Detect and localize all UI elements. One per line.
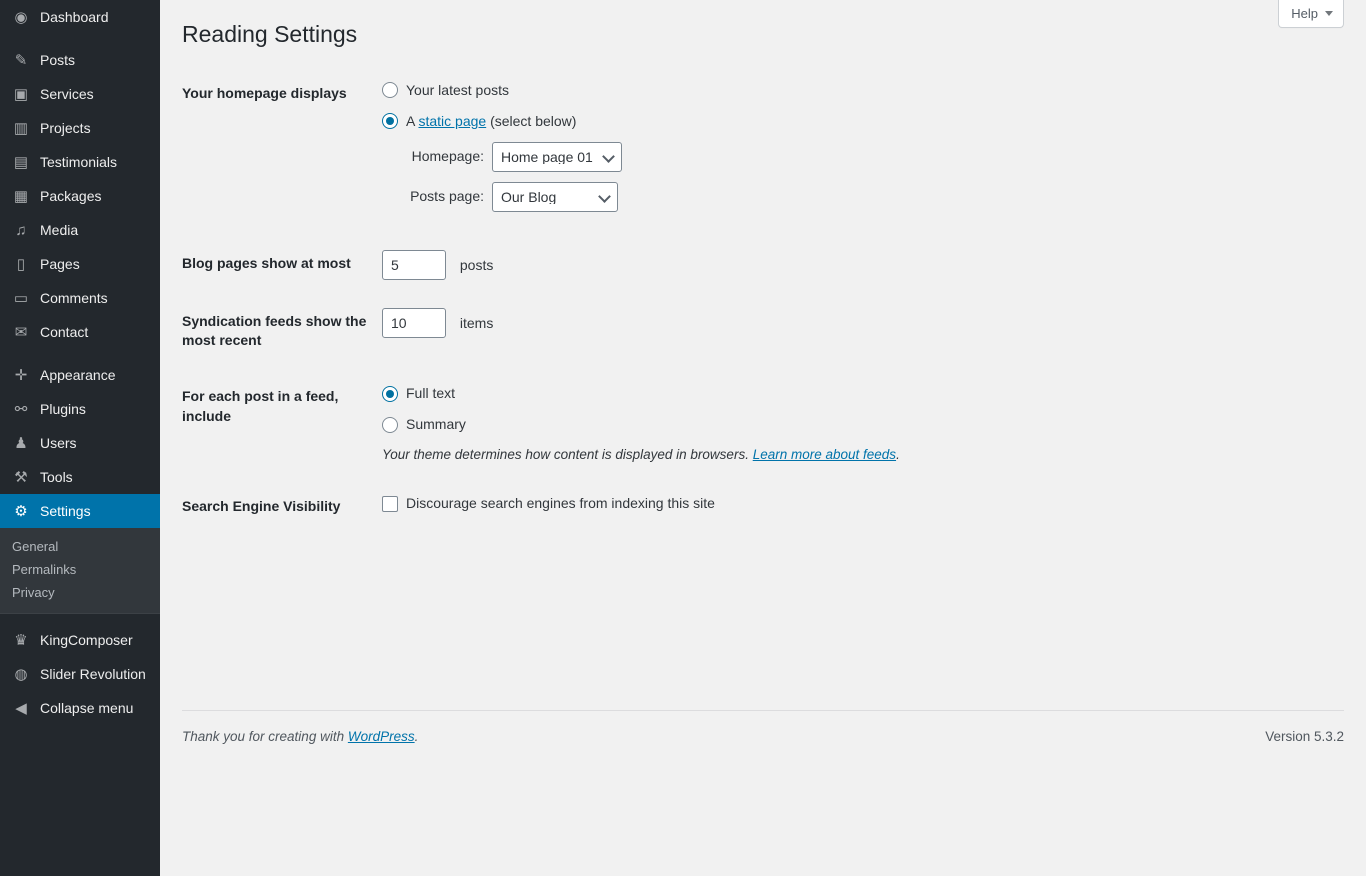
sidebar-collapse-label: Collapse menu xyxy=(40,700,134,716)
static-pre-text: A xyxy=(406,112,419,129)
syndication-unit: items xyxy=(459,314,494,331)
settings-submenu xyxy=(0,528,160,613)
page-icon: ▯ xyxy=(16,255,26,273)
sidebar-item-label: Settings xyxy=(40,503,91,519)
dashboard-icon: ◉ xyxy=(14,8,28,26)
page-title: Reading Settings xyxy=(182,21,358,47)
learn-more-feeds-link[interactable]: Learn more about feeds xyxy=(752,447,897,463)
king-icon: ♛ xyxy=(14,631,28,649)
discourage-search-checkbox[interactable] xyxy=(382,496,398,512)
footer-thanks xyxy=(182,729,418,744)
sidebar-divider xyxy=(0,349,160,358)
sidebar-item-packages[interactable] xyxy=(0,179,160,213)
option-full-text[interactable] xyxy=(382,383,900,404)
sidebar-item-plugins[interactable] xyxy=(0,392,160,426)
help-button[interactable] xyxy=(1278,0,1344,28)
comment-icon: ▭ xyxy=(13,289,29,307)
quote-icon: ▤ xyxy=(13,153,29,171)
sidebar-group-primary xyxy=(0,0,160,349)
user-icon: ♟ xyxy=(14,434,28,452)
box-icon: ▦ xyxy=(13,187,29,205)
label-syndication-feeds: Syndication feeds show the most recent xyxy=(182,312,367,349)
sidebar-spacer xyxy=(0,614,160,623)
sidebar-item-tools[interactable] xyxy=(0,460,160,494)
building-icon: ▥ xyxy=(13,119,29,137)
option-static-page[interactable] xyxy=(382,111,900,132)
radio-static-page[interactable] xyxy=(382,113,398,129)
media-icon: ♫ xyxy=(15,221,27,239)
radio-full-text[interactable] xyxy=(382,386,398,402)
label-latest-posts: Your latest posts xyxy=(406,81,509,98)
posts-page-caption: Posts page: xyxy=(410,188,484,205)
option-summary[interactable] xyxy=(382,414,900,435)
submenu-item-general[interactable]: General xyxy=(12,539,59,554)
collapse-icon: ◀ xyxy=(15,699,27,717)
main-content xyxy=(160,0,1366,876)
static-post-text: (select below) xyxy=(486,112,577,129)
sidebar-item-label: Dashboard xyxy=(40,9,109,25)
sidebar-item-label: Users xyxy=(40,435,77,451)
row-feed-include xyxy=(182,369,910,479)
desc-pre-text: Your theme determines how content is displayed in browsers. xyxy=(382,447,753,463)
sidebar-item-comments[interactable] xyxy=(0,281,160,315)
footer-version: Version 5.3.2 xyxy=(1265,729,1344,744)
blog-pages-unit: posts xyxy=(459,256,494,273)
briefcase-icon: ▣ xyxy=(13,85,29,103)
blog-pages-input[interactable] xyxy=(382,250,446,280)
footer-thanks-pre: Thank you for creating with xyxy=(182,729,348,744)
label-full-text: Full text xyxy=(406,385,456,402)
sidebar-item-label: Projects xyxy=(40,120,91,136)
row-search-visibility xyxy=(182,479,910,538)
sidebar-collapse-button[interactable] xyxy=(0,691,160,725)
sidebar-item-kingcomposer[interactable] xyxy=(0,623,160,657)
sidebar-item-posts[interactable] xyxy=(0,43,160,77)
posts-page-select-row xyxy=(392,182,900,212)
homepage-select-row xyxy=(392,142,900,172)
radio-latest-posts[interactable] xyxy=(382,82,398,98)
desc-post-text: . xyxy=(896,447,900,463)
sidebar-item-label: Appearance xyxy=(40,367,116,383)
sidebar-divider xyxy=(0,34,160,43)
sidebar-item-label: Tools xyxy=(40,469,73,485)
syndication-input[interactable] xyxy=(382,308,446,338)
static-page-link[interactable]: static page xyxy=(418,112,487,129)
radio-summary[interactable] xyxy=(382,417,398,433)
label-discourage-search: Discourage search engines from indexing this site xyxy=(406,495,715,512)
sidebar-item-pages[interactable] xyxy=(0,247,160,281)
sidebar-item-services[interactable] xyxy=(0,77,160,111)
sidebar-item-appearance[interactable] xyxy=(0,358,160,392)
static-page-selects xyxy=(392,142,900,212)
label-homepage-displays: Your homepage displays xyxy=(182,84,347,101)
label-feed-include: For each post in a feed, include xyxy=(182,388,339,424)
slider-icon: ◍ xyxy=(14,665,28,683)
sidebar-item-users[interactable] xyxy=(0,426,160,460)
sidebar-item-label: Pages xyxy=(40,256,80,272)
sidebar-item-label: Slider Revolution xyxy=(40,666,146,682)
sidebar-item-label: Posts xyxy=(40,52,76,68)
help-tab-wrap xyxy=(1278,0,1344,28)
brush-icon: ✛ xyxy=(14,366,28,384)
posts-page-select[interactable] xyxy=(492,182,618,212)
sidebar-item-settings[interactable] xyxy=(0,494,160,528)
label-search-visibility: Search Engine Visibility xyxy=(182,498,341,515)
help-label: Help xyxy=(1291,6,1318,21)
reading-settings-form xyxy=(182,66,910,538)
label-blog-pages: Blog pages show at most xyxy=(182,254,351,271)
submenu-item-permalinks[interactable]: Permalinks xyxy=(12,562,77,577)
sidebar-item-label: Contact xyxy=(40,324,89,340)
sidebar-item-slider-revolution[interactable] xyxy=(0,657,160,691)
row-syndication-feeds xyxy=(182,294,910,369)
sidebar-item-testimonials[interactable] xyxy=(0,145,160,179)
footer-thanks-post: . xyxy=(414,729,419,744)
wordpress-link[interactable]: WordPress xyxy=(347,729,415,744)
option-discourage-search[interactable] xyxy=(382,493,900,514)
sidebar-item-projects[interactable] xyxy=(0,111,160,145)
chevron-down-icon xyxy=(1325,11,1333,16)
submenu-item-privacy[interactable]: Privacy xyxy=(12,585,55,600)
row-blog-pages xyxy=(182,236,910,294)
sidebar-item-label: Plugins xyxy=(40,401,86,417)
admin-sidebar xyxy=(0,0,160,876)
label-summary: Summary xyxy=(406,416,466,433)
sidebar-group-secondary xyxy=(0,358,160,613)
sidebar-item-label: Media xyxy=(40,222,79,238)
wrench-icon: ⚒ xyxy=(14,468,28,486)
sidebar-item-media[interactable] xyxy=(0,213,160,247)
option-latest-posts[interactable] xyxy=(382,80,900,101)
sidebar-item-contact[interactable] xyxy=(0,315,160,349)
plug-icon: ⚯ xyxy=(14,400,28,418)
envelope-icon: ✉ xyxy=(14,323,28,341)
sidebar-item-label: Testimonials xyxy=(40,154,118,170)
homepage-select[interactable] xyxy=(492,142,622,172)
settings-icon: ⚙ xyxy=(14,502,28,520)
sidebar-item-label: Services xyxy=(40,86,94,102)
label-static-page xyxy=(406,111,576,132)
sidebar-item-label: Packages xyxy=(40,188,102,204)
sidebar-item-label: KingComposer xyxy=(40,632,133,648)
pin-icon: ✎ xyxy=(14,51,28,69)
sidebar-group-plugins xyxy=(0,623,160,725)
admin-footer xyxy=(182,710,1344,744)
sidebar-item-dashboard[interactable] xyxy=(0,0,160,34)
sidebar-item-label: Comments xyxy=(40,290,108,306)
feed-include-description xyxy=(382,445,900,465)
row-homepage-displays xyxy=(182,66,910,236)
homepage-caption: Homepage: xyxy=(411,148,484,165)
